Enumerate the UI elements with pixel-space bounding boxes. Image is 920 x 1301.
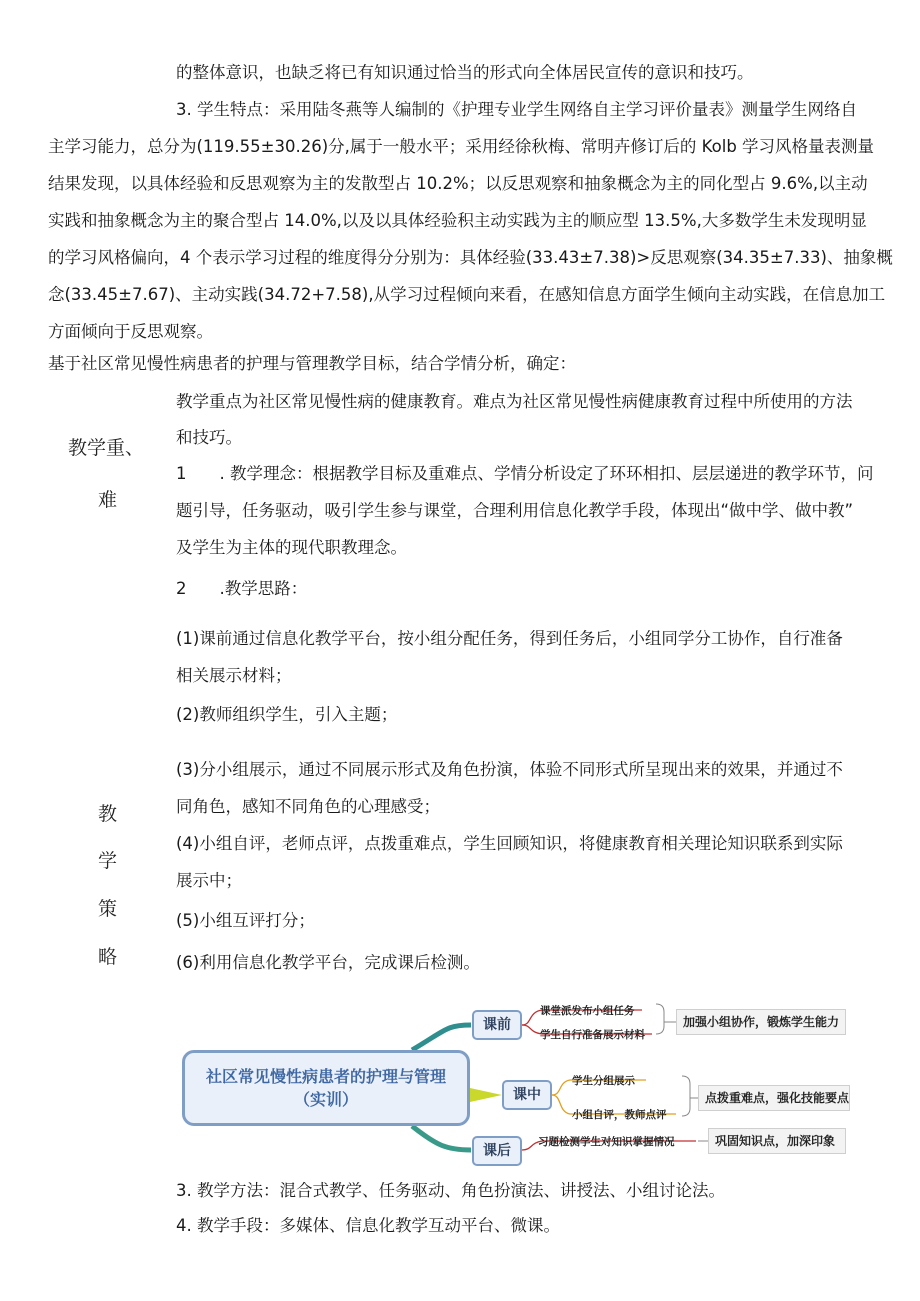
branch-after: 课后 xyxy=(472,1136,522,1166)
text-line: 主学习能力，总分为(119.55±30.26)分,属于一般水平；采用经徐秋梅、常明卉修订后的 Kolb 学习风格量表测量 xyxy=(48,137,875,156)
text-line: 基于社区常见慢性病患者的护理与管理教学目标，结合学情分析，确定： xyxy=(48,354,576,373)
strategy-label: 略 xyxy=(98,946,118,968)
key-points-text: 和技巧。 xyxy=(176,428,242,447)
outcome-after: 巩固知识点，加深印象 xyxy=(708,1128,846,1154)
strategy-line: 2 .教学思路： xyxy=(176,579,308,598)
strategy-line: 相关展示材料； xyxy=(176,666,292,685)
link-after xyxy=(412,1126,471,1150)
strategy-line: 同角色，感知不同角色的心理感受； xyxy=(176,797,440,816)
key-points-label: 教学重、 xyxy=(68,437,145,459)
strategy-label: 策 xyxy=(98,898,118,920)
text-line: 的整体意识，也缺乏将已有知识通过恰当的形式向全体居民宣传的意识和技巧。 xyxy=(176,63,754,82)
leaf-before-1: 课堂派发布小组任务 xyxy=(540,1005,635,1017)
key-points-label: 难 xyxy=(98,489,118,511)
leaf-after-1: 习题检测学生对知识掌握情况 xyxy=(538,1136,675,1148)
text-line: 4. 教学手段：多媒体、信息化教学互动平台、微课。 xyxy=(176,1216,560,1235)
key-points-text: 教学重点为社区常见慢性病的健康教育。难点为社区常见慢性病健康教育过程中所使用的方法 xyxy=(176,392,853,411)
text-line: 念(33.45±7.67)、主动实践(34.72+7.58),从学习过程倾向来看，在感知信息方面学生倾向主动实践，在信息加工 xyxy=(48,285,886,304)
strategy-line: (3)分小组展示，通过不同展示形式及角色扮演，体验不同形式所呈现出来的效果，并通过不 xyxy=(176,760,843,779)
outcome-before: 加强小组协作，锻炼学生能力 xyxy=(676,1009,846,1035)
strategy-label: 教 xyxy=(98,803,118,825)
strategy-label: 学 xyxy=(98,850,118,872)
strategy-line: 1 . 教学理念：根据教学目标及重难点、学情分析设定了环环相扣、层层递进的教学环节，问 xyxy=(176,464,874,483)
strategy-line: 及学生为主体的现代职教理念。 xyxy=(176,538,407,557)
leaf-before-2: 学生自行准备展示材料 xyxy=(540,1029,645,1041)
text-line: 结果发现，以具体经验和反思观察为主的发散型占 10.2%；以反思观察和抽象概念为主的同化型占 9.6%,以主动 xyxy=(48,174,868,193)
strategy-line: (2)教师组织学生，引入主题； xyxy=(176,705,398,724)
strategy-line: (5)小组互评打分； xyxy=(176,911,315,930)
text-line: 的学习风格偏向，4 个表示学习过程的维度得分分别为：具体经验(33.43±7.38)>反思观察(34.35±7.33)、抽象概 xyxy=(48,248,893,267)
link-before xyxy=(412,1025,471,1050)
mindmap-root xyxy=(182,1050,470,1126)
branch-during: 课中 xyxy=(502,1080,552,1110)
text-line: 方面倾向于反思观察。 xyxy=(48,322,213,341)
outcome-during: 点拨重难点，强化技能要点 xyxy=(698,1085,850,1111)
text-line: 3. 教学方法：混合式教学、任务驱动、角色扮演法、讲授法、小组讨论法。 xyxy=(176,1181,725,1200)
text-line: 3. 学生特点：采用陆冬燕等人编制的《护理专业学生网络自主学习评价量表》测量学生网络自 xyxy=(176,100,857,119)
text-line: 实践和抽象概念为主的聚合型占 14.0%,以及以具体经验积主动实践为主的顺应型 13.5%,大多数学生未发现明显 xyxy=(48,211,867,230)
strategy-line: 展示中； xyxy=(176,871,242,890)
mindmap-root-subtitle: （实训） xyxy=(293,1090,358,1109)
mindmap-root-title: 社区常见慢性病患者的护理与管理 xyxy=(205,1067,446,1086)
link-during xyxy=(470,1088,502,1102)
strategy-line: (4)小组自评，老师点评，点拨重难点，学生回顾知识，将健康教育相关理论知识联系到实际 xyxy=(176,834,843,853)
strategy-line: 题引导，任务驱动，吸引学生参与课堂，合理利用信息化教学手段，体现出“做中学、做中教” xyxy=(176,501,854,520)
leaf-during-2: 小组自评，教师点评 xyxy=(572,1109,667,1121)
leaf-during-1: 学生分组展示 xyxy=(572,1075,635,1087)
mindmap xyxy=(176,990,852,1175)
branch-before: 课前 xyxy=(472,1010,522,1040)
strategy-line: (1)课前通过信息化教学平台，按小组分配任务，得到任务后，小组同学分工协作，自行准备 xyxy=(176,629,843,648)
strategy-line: (6)利用信息化教学平台，完成课后检测。 xyxy=(176,953,480,972)
